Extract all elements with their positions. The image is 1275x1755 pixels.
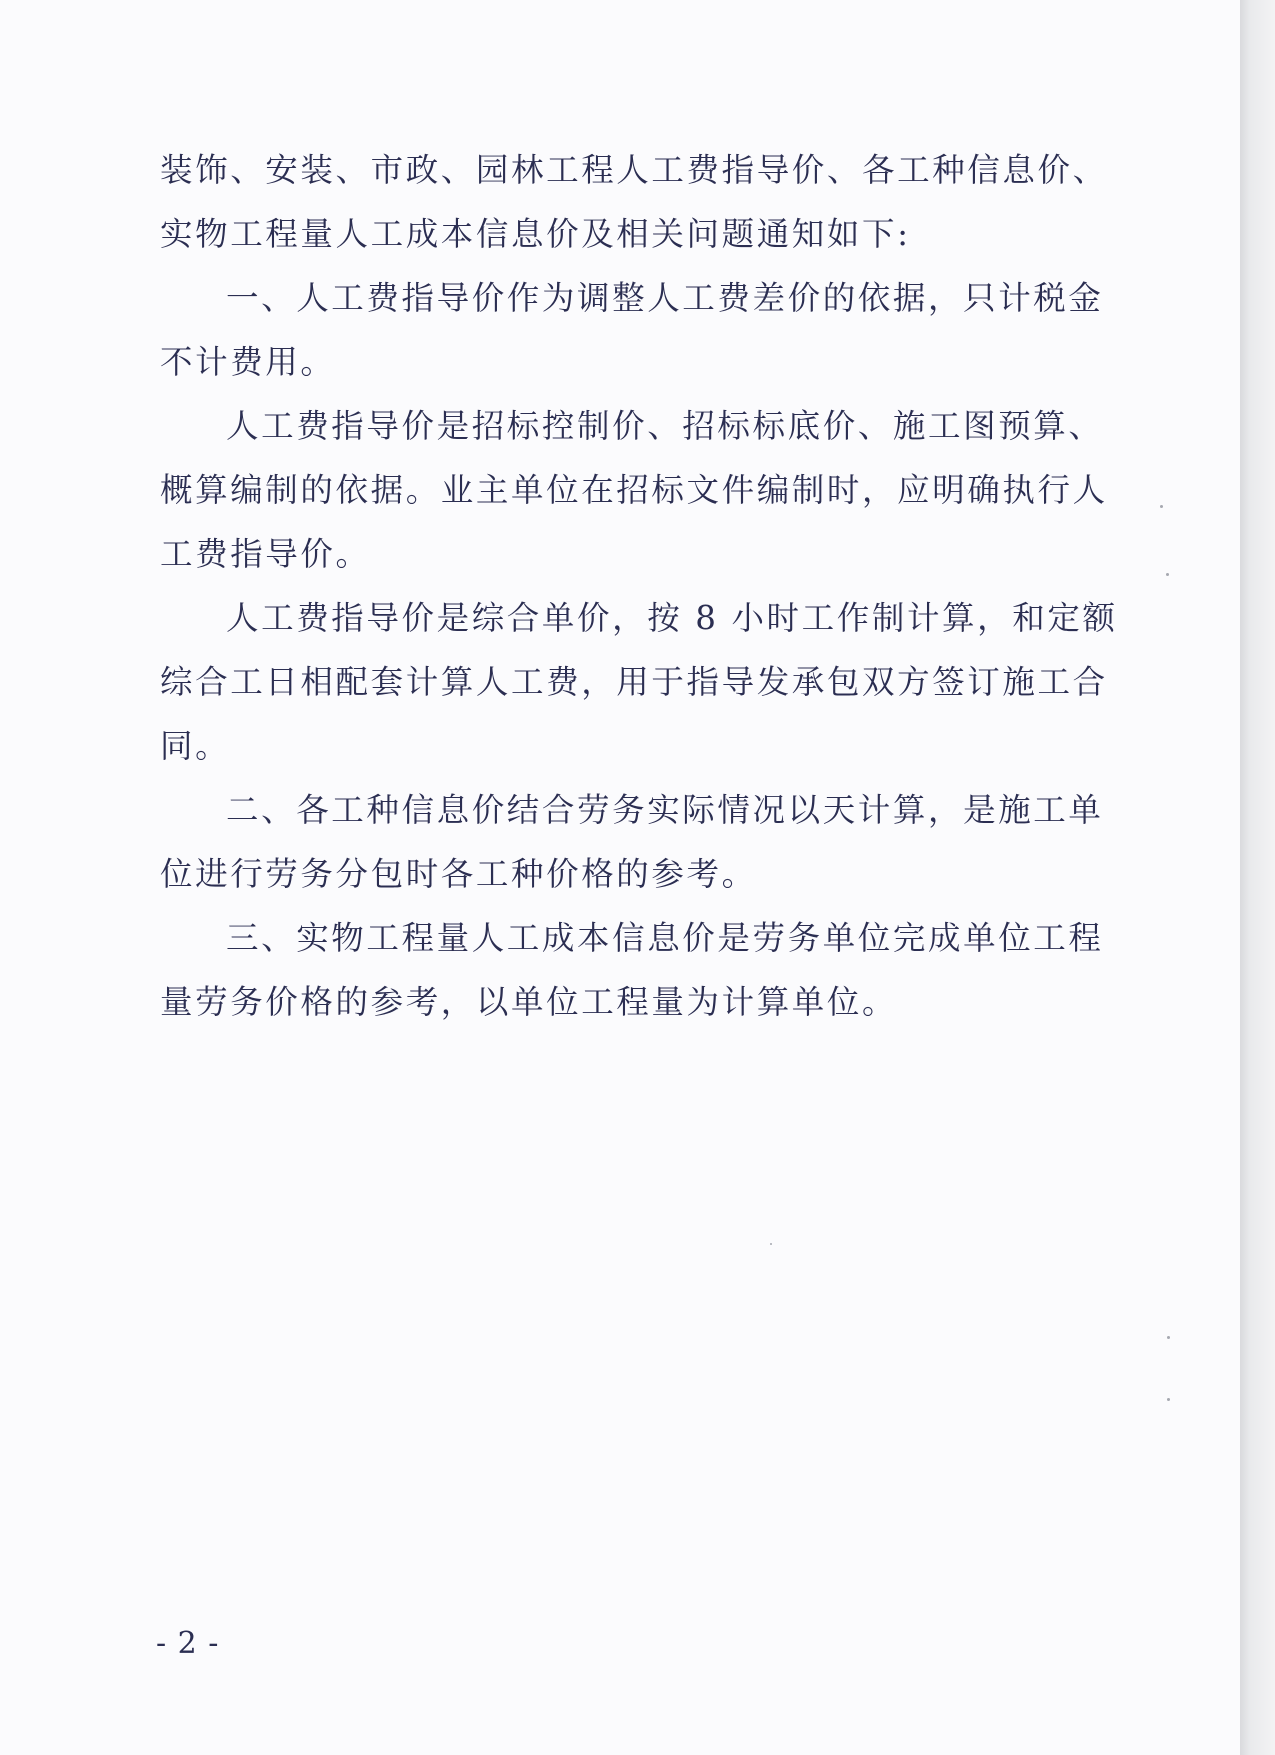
body-text-line: 同。: [160, 727, 231, 765]
scan-edge-shadow: [1240, 0, 1275, 1755]
scan-speck: [1166, 573, 1169, 576]
body-text-line: 实物工程量人工成本信息价及相关问题通知如下:: [160, 215, 911, 253]
body-text-line: 综合工日相配套计算人工费，用于指导发承包双方签订施工合: [160, 663, 1108, 701]
body-text-line: 工费指导价。: [160, 535, 371, 573]
scan-speck: [1160, 505, 1163, 508]
document-body: [160, 138, 1118, 1034]
item-two-heading-line: 二、各工种信息价结合劳务实际情况以天计算，是施工单: [226, 791, 1104, 829]
item-one-heading-line: 一、人工费指导价作为调整人工费差价的依据，只计税金: [226, 279, 1104, 317]
body-text-line: 概算编制的依据。业主单位在招标文件编制时，应明确执行人: [160, 471, 1108, 509]
body-text-line: 不计费用。: [160, 343, 336, 381]
body-text-line: 装饰、安装、市政、园林工程人工费指导价、各工种信息价、: [160, 151, 1108, 189]
body-text-line: 位进行劳务分包时各工种价格的参考。: [160, 855, 757, 893]
scan-speck: [770, 1243, 772, 1245]
scan-speck: [1167, 1336, 1170, 1339]
page-number: - 2 -: [156, 1626, 220, 1661]
scan-speck: [1167, 1398, 1170, 1401]
body-text-line: 人工费指导价是综合单价，按 8 小时工作制计算，和定额: [226, 599, 1118, 637]
item-three-heading-line: 三、实物工程量人工成本信息价是劳务单位完成单位工程: [226, 919, 1104, 957]
body-text-line: 人工费指导价是招标控制价、招标标底价、施工图预算、: [226, 407, 1104, 445]
body-text-line: 量劳务价格的参考，以单位工程量为计算单位。: [160, 983, 898, 1021]
